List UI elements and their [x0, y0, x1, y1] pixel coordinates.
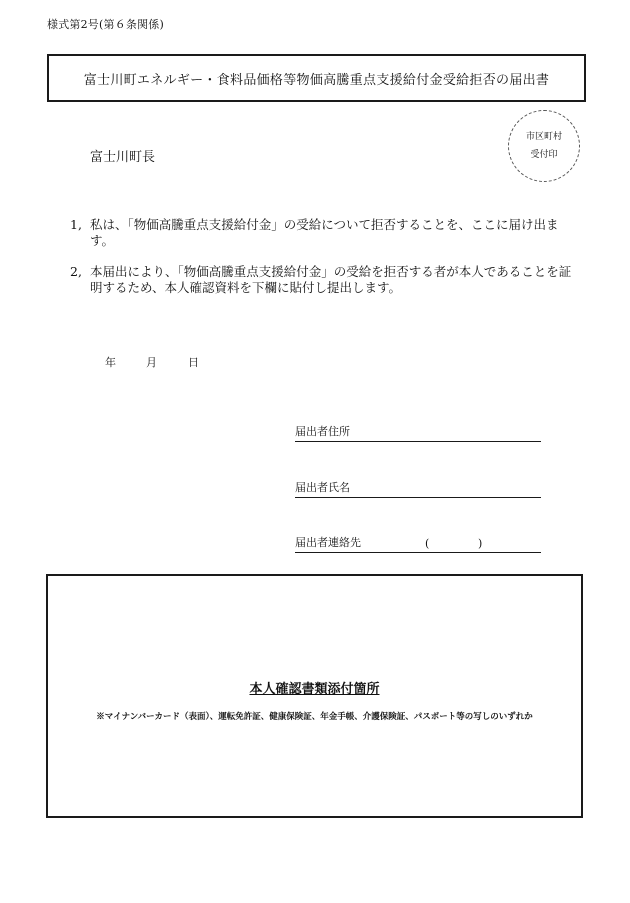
name-label: 届出者氏名	[295, 481, 350, 494]
date-month-label: 月	[146, 356, 157, 369]
statement-1	[70, 217, 590, 251]
stamp-label-line1: 市区町村	[525, 132, 562, 142]
addressee: 富士川町長	[90, 150, 156, 165]
date-day-label: 日	[188, 356, 199, 369]
contact-close-paren: )	[478, 537, 483, 550]
name-field[interactable]	[295, 477, 541, 498]
date-year-label: 年	[105, 356, 116, 369]
id-document-note: ※マイナンバーカード（表面）、運転免許証、健康保険証、年金手帳、介護保険証、パスポート等の写しのいずれか	[96, 712, 533, 722]
statement-number: 1,	[70, 217, 82, 232]
contact-open-paren: (	[425, 537, 430, 550]
form-number: 様式第2号(第６条関係)	[47, 18, 164, 31]
stamp-label-line2: 受付印	[530, 150, 558, 160]
statement-2	[70, 264, 590, 298]
contact-field[interactable]	[295, 532, 541, 553]
address-field[interactable]	[295, 421, 541, 442]
reception-stamp-area	[508, 110, 580, 182]
contact-label: 届出者連絡先	[295, 536, 361, 549]
title-box	[47, 54, 586, 102]
statement-text: 私は、「物価高騰重点支援給付金」の受給について拒否することを、ここに届け出ます。	[90, 217, 559, 248]
statement-text: 本届出により、「物価高騰重点支援給付金」の受給を拒否する者が本人であることを証明するため、本人確認資料を下欄に貼付し提出します。	[90, 264, 572, 295]
statement-number: 2,	[70, 264, 82, 279]
document-title: 富士川町エネルギー・食料品価格等物価高騰重点支援給付金受給拒否の届出書	[83, 72, 550, 88]
address-label: 届出者住所	[295, 425, 350, 438]
id-attachment-area	[46, 574, 583, 818]
id-attachment-title: 本人確認書類添付箇所	[249, 682, 380, 697]
